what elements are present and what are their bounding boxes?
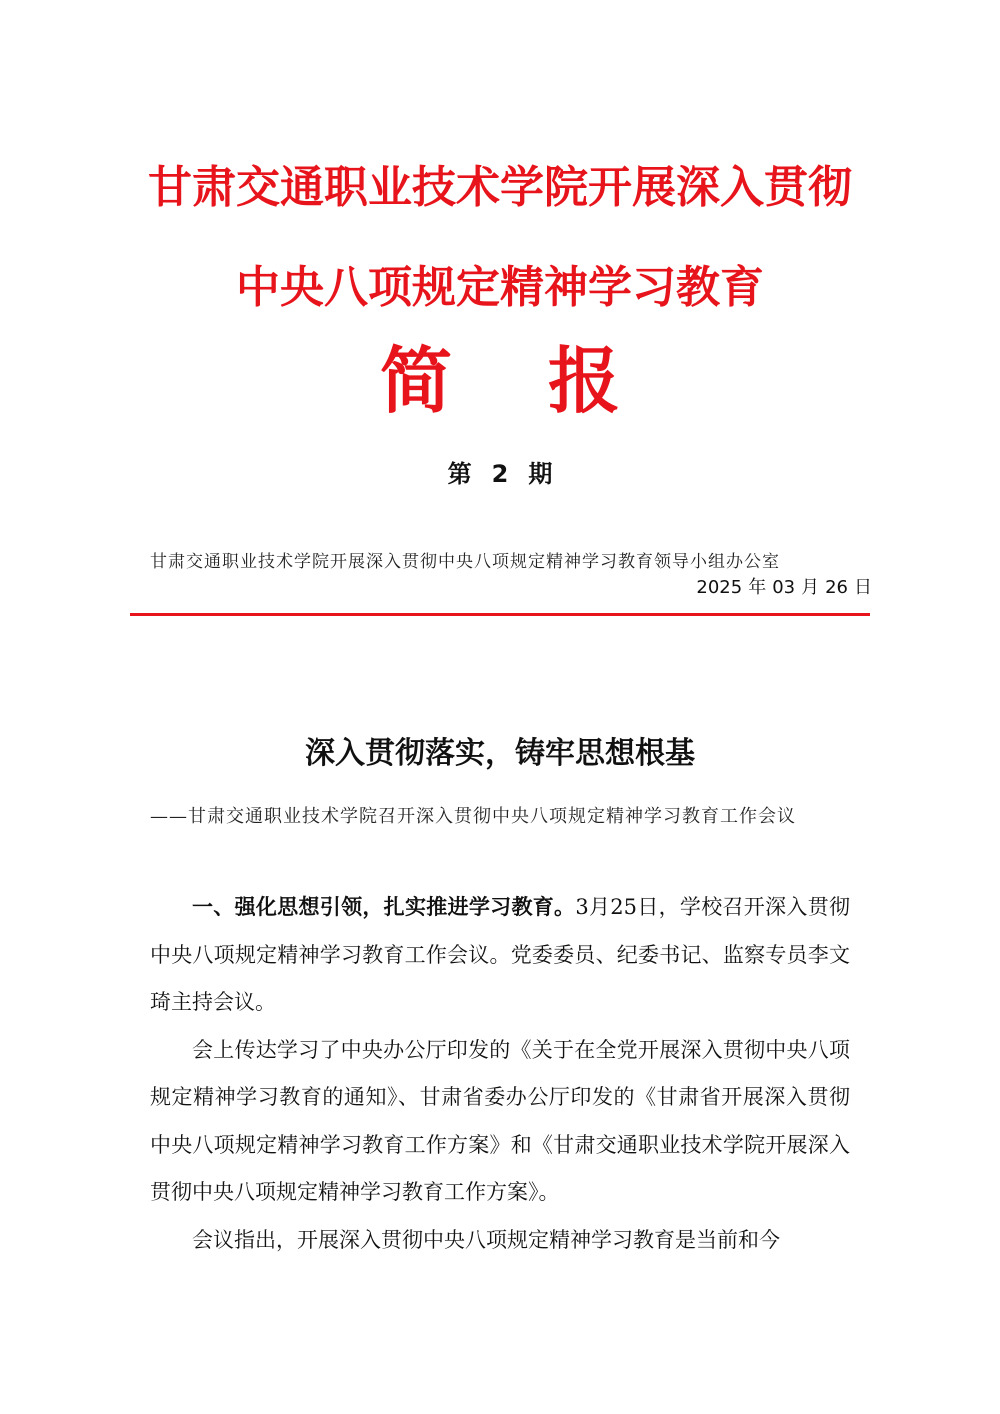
- paragraph-1-lead: 一、强化思想引领，扎实推进学习教育。: [192, 895, 576, 919]
- article-body: [150, 884, 850, 1264]
- brief-char-1: 简: [379, 338, 452, 423]
- date-month: 03: [772, 577, 796, 598]
- header-divider: [130, 613, 870, 616]
- paragraph-2: 会上传达学习了中央办公厅印发的《关于在全党开展深入贯彻中央八项规定精神学习教育的通知》、甘肃省委办公厅印发的《甘肃省开展深入贯彻中央八项规定精神学习教育工作方案》和《甘肃交通职业技术学院开展深入贯彻中央八项规定精神学习教育工作方案》。: [150, 1037, 850, 1204]
- issue-prefix: 第: [447, 460, 472, 488]
- header-brief-title: [80, 336, 920, 426]
- date-month-unit: 月: [801, 577, 820, 598]
- paragraph-1-text: 3月25日，学校召开深入贯彻中央八项规定精神学习教育工作会议。党委委员、纪委书记、监察专员李文琦主持会议。: [150, 895, 850, 1014]
- article-title: 深入贯彻落实，铸牢思想根基: [305, 736, 695, 771]
- header-title-line-1: 甘肃交通职业技术学院开展深入贯彻: [148, 162, 852, 213]
- issue-suffix: 期: [528, 460, 553, 488]
- issuing-office: 甘肃交通职业技术学院开展深入贯彻中央八项规定精神学习教育领导小组办公室: [150, 552, 780, 572]
- issue-date: [690, 575, 872, 601]
- issue-value: 2: [491, 460, 509, 488]
- header-title-line-2: 中央八项规定精神学习教育: [236, 262, 764, 313]
- article-subtitle: ——甘肃交通职业技术学院召开深入贯彻中央八项规定精神学习教育工作会议: [150, 806, 796, 827]
- date-day-unit: 日: [854, 577, 872, 598]
- date-year-unit: 年: [748, 577, 767, 598]
- brief-char-2: 报: [548, 338, 621, 423]
- date-day: 26: [825, 577, 848, 598]
- date-year: 2025: [696, 577, 743, 598]
- issue-number: [0, 456, 1000, 492]
- paragraph-3: 会议指出，开展深入贯彻中央八项规定精神学习教育是当前和今: [192, 1227, 780, 1252]
- paragraph-1: [150, 884, 850, 1027]
